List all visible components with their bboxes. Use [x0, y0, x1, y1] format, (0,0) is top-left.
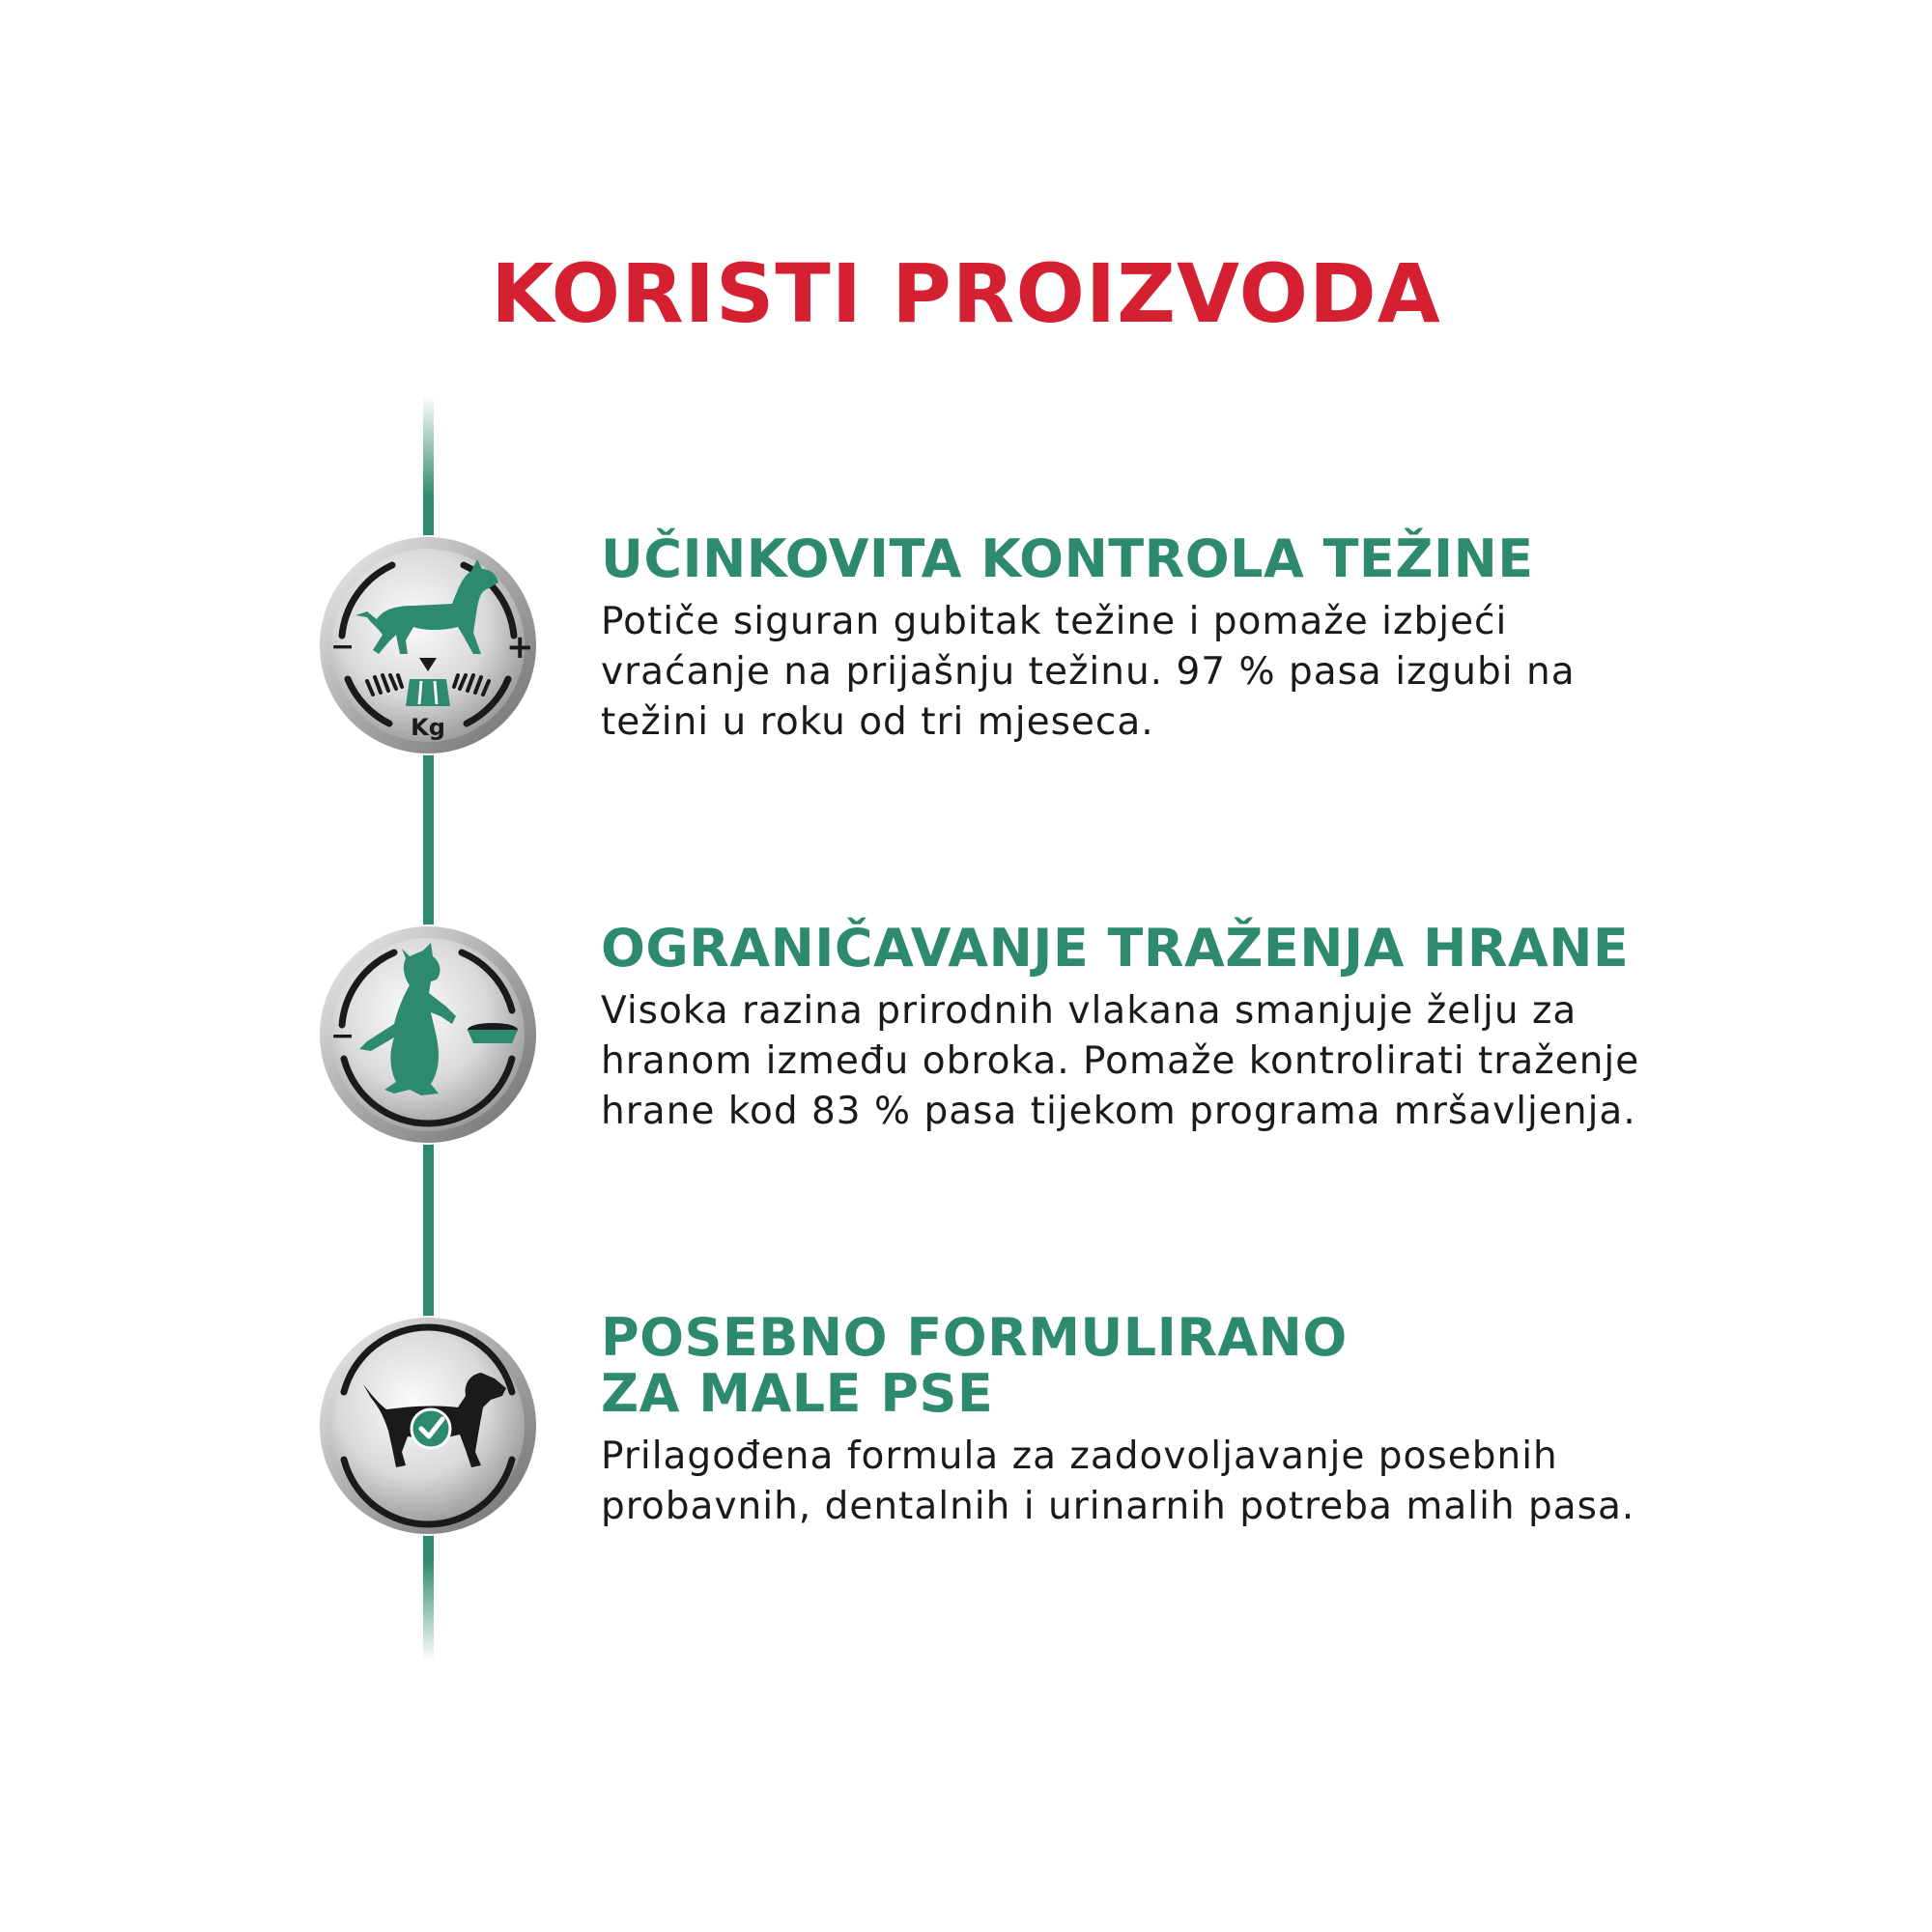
benefit-heading	[601, 1307, 1760, 1424]
benefit-small-dogs	[601, 1307, 1760, 1532]
begging-dog-bowl-icon	[317, 923, 539, 1146]
kg-label: Kg	[411, 714, 445, 741]
benefit-heading	[601, 528, 1760, 589]
small-dog-check-icon	[317, 1315, 539, 1537]
benefit-heading-line: UČINKOVITA KONTROLA TEŽINE	[601, 528, 1534, 589]
benefit-heading	[601, 918, 1760, 979]
benefit-heading-line: POSEBNO FORMULIRANO	[601, 1307, 1348, 1368]
dog-weight-scale-icon	[317, 534, 539, 756]
benefit-description: Prilagođena formula za zadovoljavanje posebnih probavnih, dentalnih i urinarnih potreba malih pasa.	[601, 1435, 1635, 1528]
plus-label: +	[506, 628, 534, 667]
minus-label: −	[330, 1019, 355, 1053]
benefit-weight-control	[601, 528, 1760, 748]
minus-label: −	[330, 630, 355, 664]
benefit-food-seeking	[601, 918, 1760, 1137]
benefit-heading-line: ZA MALE PSE	[601, 1363, 994, 1424]
page-title: KORISTI PROIZVODA	[491, 246, 1441, 341]
benefit-heading-line: OGRANIČAVANJE TRAŽENJA HRANE	[601, 918, 1630, 979]
benefit-description: Visoka razina prirodnih vlakana smanjuje želju za hranom između obroka. Pomaže kontrolirati traženje hrane kod 83 % pasa tijekom programa mršavljenja.	[601, 989, 1640, 1133]
benefit-description: Potiče siguran gubitak težine i pomaže izbjeći vraćanje na prijašnju težinu. 97 % pasa izgubi na težini u roku od tri mjeseca.	[601, 600, 1576, 744]
